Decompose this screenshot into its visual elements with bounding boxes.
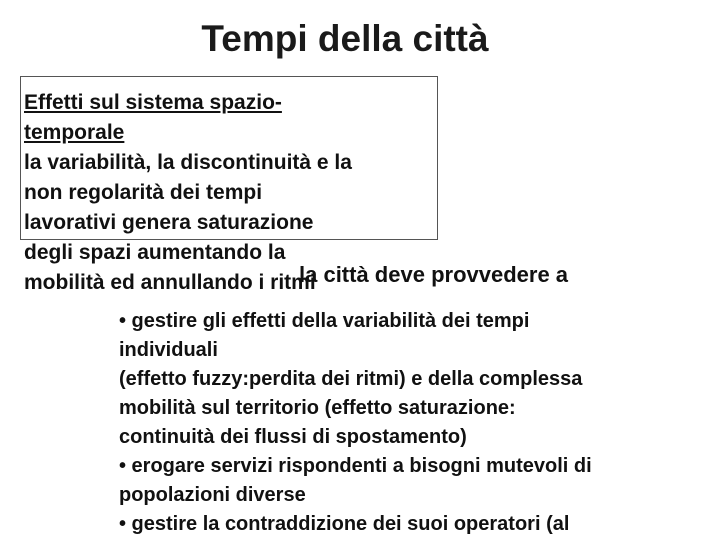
- bullet-line-7: popolazioni diverse: [119, 484, 306, 506]
- bullet-line-5: continuità dei flussi di spostamento): [119, 426, 467, 448]
- effects-body-line-4: degli spazi aumentando la: [24, 241, 286, 264]
- bullet-line-1: • gestire gli effetti della variabilità dei tempi: [119, 310, 530, 332]
- effects-body-line-3: lavorativi genera saturazione: [24, 211, 314, 234]
- bullet-line-4: mobilità sul territorio (effetto saturazione:: [119, 397, 516, 419]
- effects-body-line-5: mobilità ed annullando i ritmi: [24, 271, 316, 294]
- bullet-line-3: (effetto fuzzy:perdita dei ritmi) e della complessa: [119, 368, 583, 390]
- bullet-line-8: • gestire la contraddizione dei suoi operatori (al: [119, 513, 570, 535]
- slide-title: Tempi della città: [201, 18, 489, 59]
- effects-heading-line-2: temporale: [24, 121, 125, 144]
- effects-body-line-1: la variabilità, la discontinuità e la: [24, 151, 352, 174]
- city-must-provide-text: la città deve provvedere a: [299, 262, 569, 287]
- bullet-list: [119, 307, 709, 539]
- effects-heading-line-1: Effetti sul sistema spazio-: [24, 91, 282, 114]
- effects-body-line-2: non regolarità dei tempi: [24, 181, 263, 204]
- bullet-line-6: • erogare servizi rispondenti a bisogni mutevoli di: [119, 455, 592, 477]
- bullet-line-2: individuali: [119, 339, 218, 361]
